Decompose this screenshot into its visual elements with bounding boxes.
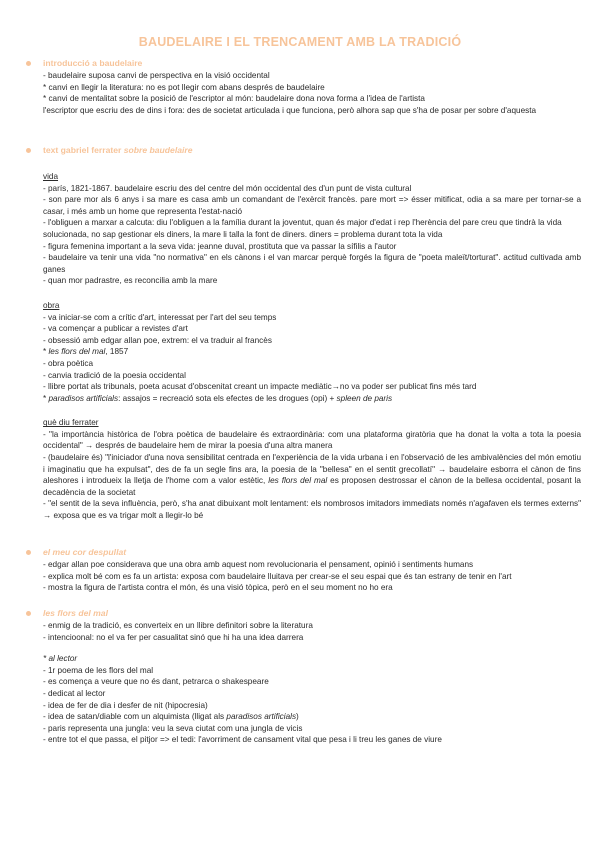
text-span: es proposen destrossar el cànon de la bellesa occidental, posant la decadència de la societat [43,476,581,497]
section-heading [26,58,581,70]
section-heading [26,608,581,620]
text-span: - (baudelaire és) "l'iniciador d'una nova sensibilitat centrada en l'experiència de la vida urbana i en l'observació de les ambivalències del món emotiu i imaginatiu que ha expulsat", des de fa un segle fins ara, la poesia de la "bellesa" en el sentit grecollatí" → baudelaire esborra el cànon de fins aleshores i introdueix la lletja de l'home com a valor estètic, [43,453,581,486]
subheading-que-diu-ferrater: què diu ferrater [43,418,99,428]
text-line [43,346,581,358]
text-line: - paris representa una jungla: veu la seva ciutat com una jungla de vicis [43,723,303,733]
section-introduccio [26,58,581,116]
text-line: - obsessió amb edgar allan poe, extrem: el va traduir al francès [43,335,272,345]
text-line: - "el sentit de la seva influència, però, s'ha anat dibuixant molt lentament: els nombrosos imitadors immediats només n'agafaven els termes externs" → exposa que es va trigar molt a llegir-lo bé [43,499,581,521]
section-title-meu-cor: el meu cor despullat [43,547,127,557]
text-line: - es comença a veure que no és dant, petrarca o shakespeare [43,677,269,687]
text-line: - figura femenina important a la seva vida: jeanne duval, prostituta que va passar la sífilis a l'autor [43,241,397,251]
text-line: - baudelaire suposa canvi de perspectiva en la visió occidental [43,71,270,80]
bullet-dot-icon [26,550,31,555]
text-line: - va iniciar-se com a crític d'art, interessat per l'art del seu temps [43,312,277,322]
text-line: - l'obliguen a marxar a calcuta: diu l'obliguen a la família durant la joventut, quan és major d'edat i rep l'herència del pare creu que tindrà la vida solucionada, no sap gestionar els diners, la mare li talla la font de diners. diners = problema durant tota la vida [43,218,562,239]
text-line: - idea de fer de dia i desfer de nit (hipocresia) [43,700,208,710]
text-line [43,452,581,498]
section-flors-del-mal [26,608,581,746]
book-title: les flors del mal [48,347,106,357]
text-line: - quan mor padrastre, es reconcilia amb la mare [43,276,218,286]
text-line: l'escriptor que escriu des de dins i fora: des de societat articulada i que funciona, però alhora sap que s'ha de posar per sobre d'aquesta [43,105,537,115]
section-ferrater [26,145,581,522]
text-line: - son pare mor als 6 anys i sa mare es casa amb un comandant de l'exèrcit francès. pare mort => ésser mitificat, odia a sa mare per tornar-se a casar, i més amb un home que representa l'estat-nació [43,195,581,216]
section-title-flors: les flors del mal [43,608,108,618]
section-title-ferrater [43,145,193,157]
text-line: - mostra la figura de l'artista contra el món, és una visió tòpica, però en el seu moment no ho era [43,583,393,593]
text-span: * [43,347,49,357]
text-line: - intencioonal: no el va fer per casualitat sinó que hi ha una idea darrera [43,632,304,642]
book-title: paradisos artificials [48,393,119,403]
book-title: spleen de paris [336,393,393,403]
text-span: : assajos = recreació sota els efectes de les drogues (opi) + [118,393,337,403]
text-line: * canvi en llegir la literatura: no es pot llegir com abans després de baudelaire [43,82,325,92]
text-line [43,393,581,405]
subheading-vida: vida [43,172,59,181]
text-line [43,653,581,665]
text-line: - entre tot el que passa, el pitjor => el tedi: l'avorriment de cansament vital que pesa i li treu les ganes de viure [43,735,442,745]
text-line: - dedicat al lector [43,688,106,698]
section-title-part: text gabriel ferrater [43,145,124,155]
text-line [43,711,581,723]
text-span: ) [296,712,299,722]
section-meu-cor-despullat [26,547,581,594]
book-title: les flors del mal [268,476,328,486]
text-line: - obra poètica [43,358,94,368]
poem-title: * al lector [43,654,78,664]
subheading-obra: obra [43,300,60,310]
text-line: - explica molt bé com es fa un artista: exposa com baudelaire lluitava per crear-se el seu espai que és tan estrany de tenir en l'art [43,571,512,581]
book-title: paradisos artificials [226,712,297,722]
bullet-dot-icon [26,61,31,66]
bullet-dot-icon [26,148,31,153]
text-line: - baudelaire va tenir una vida "no normativa" en els cànons i el van marcar perquè forgés la figura de "poeta maleït/torturat". actitud cultivada amb ganes [43,253,581,274]
text-line: - enmig de la tradició, es converteix en un llibre definitori sobre la literatura [43,621,313,630]
text-line: * canvi de mentalitat sobre la posició de l'escriptor al món: baudelaire dona nova forma a l'idea de l'artista [43,94,425,104]
text-line: - canvia tradició de la poesia occidental [43,370,186,380]
text-line: - 1r poema de les flors del mal [43,665,154,675]
section-heading [26,145,581,157]
text-span: - idea de satan/diable com un alquimista (lligat als [43,712,227,722]
section-title-part-italic: sobre baudelaire [123,145,193,155]
page-title: BAUDELAIRE I EL TRENCAMENT AMB LA TRADICIÓ [138,35,462,49]
text-line: - "la importància històrica de l'obra poètica de baudelaire és extraordinària: com una plataforma giratòria que ha donat la volta a tota la poesia occidental" → després de baudelaire hem de mirar la poesia d'una altra manera [43,429,581,451]
text-line: - parís, 1821-1867. baudelaire escriu des del centre del món occidental des d'un punt de vista cultural [43,183,412,193]
text-span: * [43,393,49,403]
text-line: - edgar allan poe considerava que una obra amb aquest nom revolucionaria el pensament, opinió i sentiments humans [43,560,474,569]
bullet-dot-icon [26,611,31,616]
section-title-introduccio: introducció a baudelaire [43,58,143,68]
text-span: , 1857 [105,347,129,357]
section-heading [26,547,581,559]
text-line: - llibre portat als tribunals, poeta acusat d'obscenitat creant un impacte mediàtic→no va poder ser publicat fins més tard [43,382,477,392]
text-line: - va començar a publicar a revistes d'art [43,324,188,334]
